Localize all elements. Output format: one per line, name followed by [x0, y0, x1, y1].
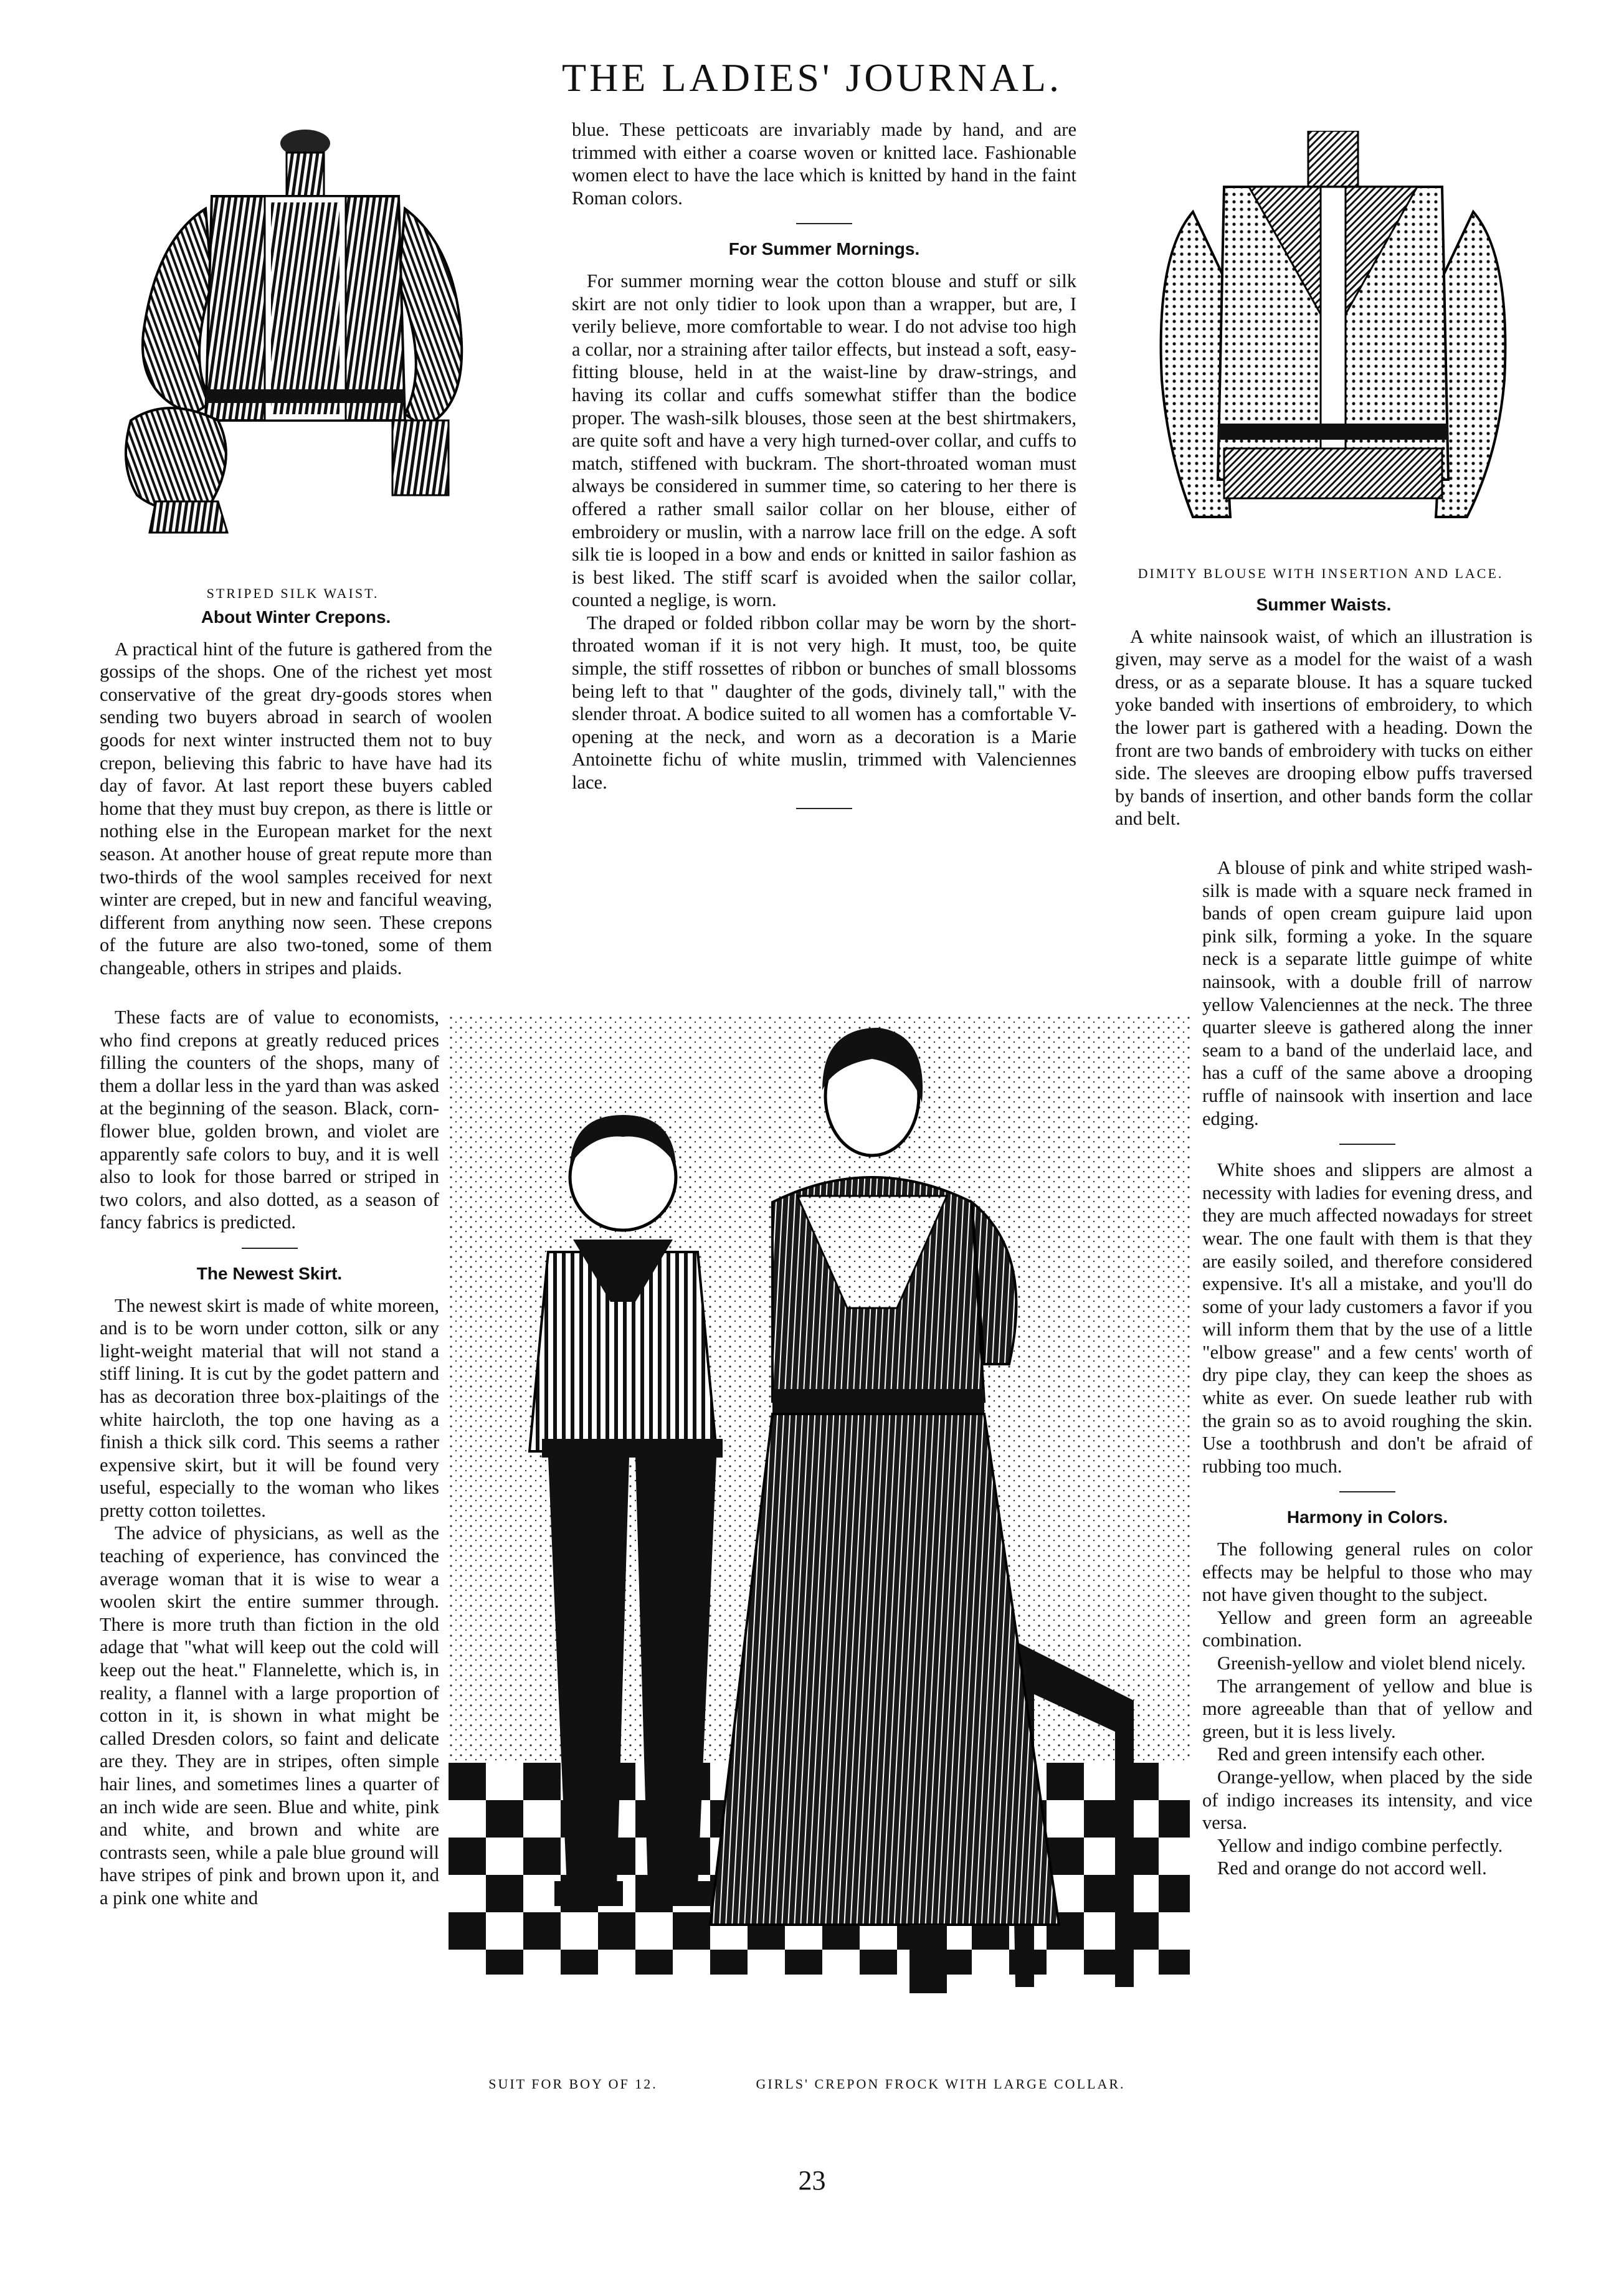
section-divider — [796, 223, 852, 224]
section-title-harmony-in-colors: Harmony in Colors. — [1286, 1507, 1448, 1527]
section-divider — [1339, 1491, 1395, 1492]
winter-crepons-paragraph-2: These facts are of value to economists, who find crepons at greatly reduced prices filling the counters of the shops, many of them a dollar less in the yard than was asked at the beginning of the season. Black, corn-flower blue, golden brown, and violet are apparently safe colors to buy, and it is well also to look for those barred or striped in two colors, and also dotted, as a season of fancy fabrics is predicted. — [100, 1007, 439, 1233]
section-divider — [1339, 1144, 1395, 1145]
section-title-newest-skirt: The Newest Skirt. — [196, 1263, 343, 1283]
winter-crepons-paragraph-1: A practical hint of the future is gathered from the gossips of the shops. One of the richest yet most conservative of the great dry-goods stores when sending two buyers abroad in search of woolen goods for next winter instructed them not to buy crepon, believing this fabric to have have had its day of favor. At last report these buyers cabled home that they must buy crepon, as there is little or nothing else in the European market for the next season. At another house of great repute more than two-thirds of the wool samples received for next winter are creped, but in new and fanciful weaving, different from anything now seen. These crepons of the future are also two-toned, some of them changeable, others in stripes and plaids. — [100, 638, 492, 979]
dimity-blouse-caption: DIMITY BLOUSE WITH INSERTION AND LACE. — [1137, 566, 1504, 581]
section-divider — [242, 1248, 298, 1249]
middle-column — [572, 118, 1076, 823]
harmony-paragraph-7: Yellow and indigo combine perfectly. — [1217, 1834, 1503, 1856]
section-divider — [796, 808, 852, 809]
summer-waists-paragraph-2: A blouse of pink and white striped wash-silk is made with a square neck framed in bands of open cream guipure laid upon pink silk, forming a yoke. In the square neck is a separate little guimpe of white nainsook, with a double frill of narrow yellow Valenciennes at the neck. The three quarter sleeve is gathered along the inner seam to a band of the underlaid lace, and has a cuff of the same above a drooping ruffle of nainsook with insertion and lace edging. — [1202, 857, 1532, 1129]
harmony-paragraph-4: The arrangement of yellow and blue is more agreeable than that of yellow and green, but it is less lively. — [1202, 1675, 1532, 1742]
boy-suit-caption: SUIT FOR BOY OF 12. — [488, 2076, 658, 2092]
section-title-summer-waists: Summer Waists. — [1256, 595, 1392, 614]
newest-skirt-paragraph-1: The newest skirt is made of white moreen, and is to be worn under cotton, silk or any light-weight material that will not stand a stiff lining. It is cut by the godet pattern and has as decoration three box-plaitings of the white haircloth, the top one having as a finish a thick silk cord. This seems a rather expensive skirt, but it will be found very useful, especially to the woman who likes pretty cotton toilettes. — [100, 1294, 439, 1521]
summer-waists-paragraph-1: A white nainsook waist, of which an illustration is given, may serve as a model for the waist of a wash dress, or as a separate blouse. It has a square tucked yoke banded with insertions of embroidery, to which the lower part is gathered with a heading. Down the front are two bands of embroidery with tucks on either side. The sleeves are drooping elbow puffs traversed by bands of insertion, and other bands form the collar and belt. — [1115, 625, 1532, 830]
girl-frock-caption: GIRLS' CREPON FROCK WITH LARGE COLLAR. — [756, 2076, 1126, 2092]
left-column-narrow — [100, 1006, 439, 1910]
striped-silk-waist-caption: STRIPED SILK WAIST. — [206, 586, 379, 601]
boy-and-girl-illustration — [449, 1015, 1190, 2018]
right-column-narrow — [1202, 856, 1532, 1880]
section-title-summer-mornings: For Summer Mornings. — [728, 239, 920, 259]
right-column-top — [1115, 582, 1532, 830]
harmony-paragraph-1: The following general rules on color effects may be helpful to those who may not have given thought to the subject. — [1202, 1539, 1532, 1606]
left-column-top — [100, 595, 492, 980]
summer-mornings-paragraph-2: The draped or folded ribbon collar may be worn by the short-throated woman if it is not very high. It must, too, be quite simple, the stiff rossettes of ribbon or bunches of small blossoms being left to that " daughter of the gods, divinely tall," with the slender throat. A bodice suited to all women has a comfortable V-opening at the neck, and worn as a decoration is a Marie Antoinette fichu of white muslin, trimmed with Valenciennes lace. — [572, 612, 1076, 794]
striped-silk-waist-illustration — [118, 128, 467, 564]
newest-skirt-paragraph-2: The advice of physicians, as well as the teaching of experience, has convinced the average woman that it is wise to wear a woolen skirt the entire summer through. There is more truth than fiction in the old adage that "what will keep out the cold will keep out the heat." Flannelette, which is, in reality, a flannel with a large proportion of cotton in it, is shown in what might be called Dresden colors, so faint and delicate are they. They are in stripes, often simple hair lines, and sometimes lines a quarter of an inch wide are seen. Blue and white, pink and white, and brown and white are contrasts seen, while a pale blue ground will have stripes of pink and brown upon it, and a pink one white and — [100, 1522, 439, 1909]
summer-mornings-paragraph-1: For summer morning wear the cotton blouse and stuff or silk skirt are not only tidier to look upon than a wrapper, but are, I verily believe, more comfortable to wear. I do not advise too high a collar, nor a straining after tailor effects, but instead a soft, easy-fitting blouse, held in at the waist-line by draw-strings, and having its collar and cuffs somewhat stiffer than the bodice proper. The wash-silk blouses, those seen at the best shirtmakers, are quite soft and have a very high turned-over collar, and cuffs to match, stiffened with buckram. The short-throated woman must always be considered in summer time, so catering to her there is offered a rather small sailor collar on her blouse, either of embroidery or muslin, with a narrow lace frill on the edge. A soft silk tie is looped in a bow and ends or knitted in sailor fashion as is best liked. The stiff scarf is avoided when the sailor collar, counted a neglige, is worn. — [572, 270, 1076, 611]
section-title-winter-crepons: About Winter Crepons. — [201, 607, 391, 627]
harmony-paragraph-6: Orange-yellow, when placed by the side of indigo increases its intensity, and vice versa. — [1202, 1766, 1532, 1834]
page-number: 23 — [798, 2165, 826, 2196]
journal-title: THE LADIES' JOURNAL. — [561, 55, 1063, 100]
dimity-blouse-illustration — [1156, 131, 1511, 542]
petticoats-paragraph: blue. These petticoats are invariably made by hand, and are trimmed with either a coarse woven or knitted lace. Fashionable women elect to have the lace which is knitted by hand in the faint Roman colors. — [572, 119, 1076, 209]
harmony-paragraph-8: Red and orange do not accord well. — [1217, 1857, 1487, 1879]
harmony-paragraph-5: Red and green intensify each other. — [1217, 1743, 1486, 1765]
white-shoes-paragraph: White shoes and slippers are almost a necessity with ladies for evening dress, and they are much affected nowadays for street wear. The one fault with them is that they are easily soiled, and therefore considered expensive. It's all a mistake, and you'll do some of your lady customers a favor if you will inform them that by the use of a little "elbow grease" and a few cents' worth of dry pipe clay, they can keep the shoes as white as ever. On suede leather rub with the grain so as to avoid roughing the skin. Use a toothbrush and don't be afraid of rubbing too much. — [1202, 1159, 1532, 1477]
harmony-paragraph-2: Yellow and green form an agreeable combination. — [1202, 1606, 1532, 1651]
harmony-paragraph-3: Greenish-yellow and violet blend nicely. — [1217, 1653, 1526, 1674]
